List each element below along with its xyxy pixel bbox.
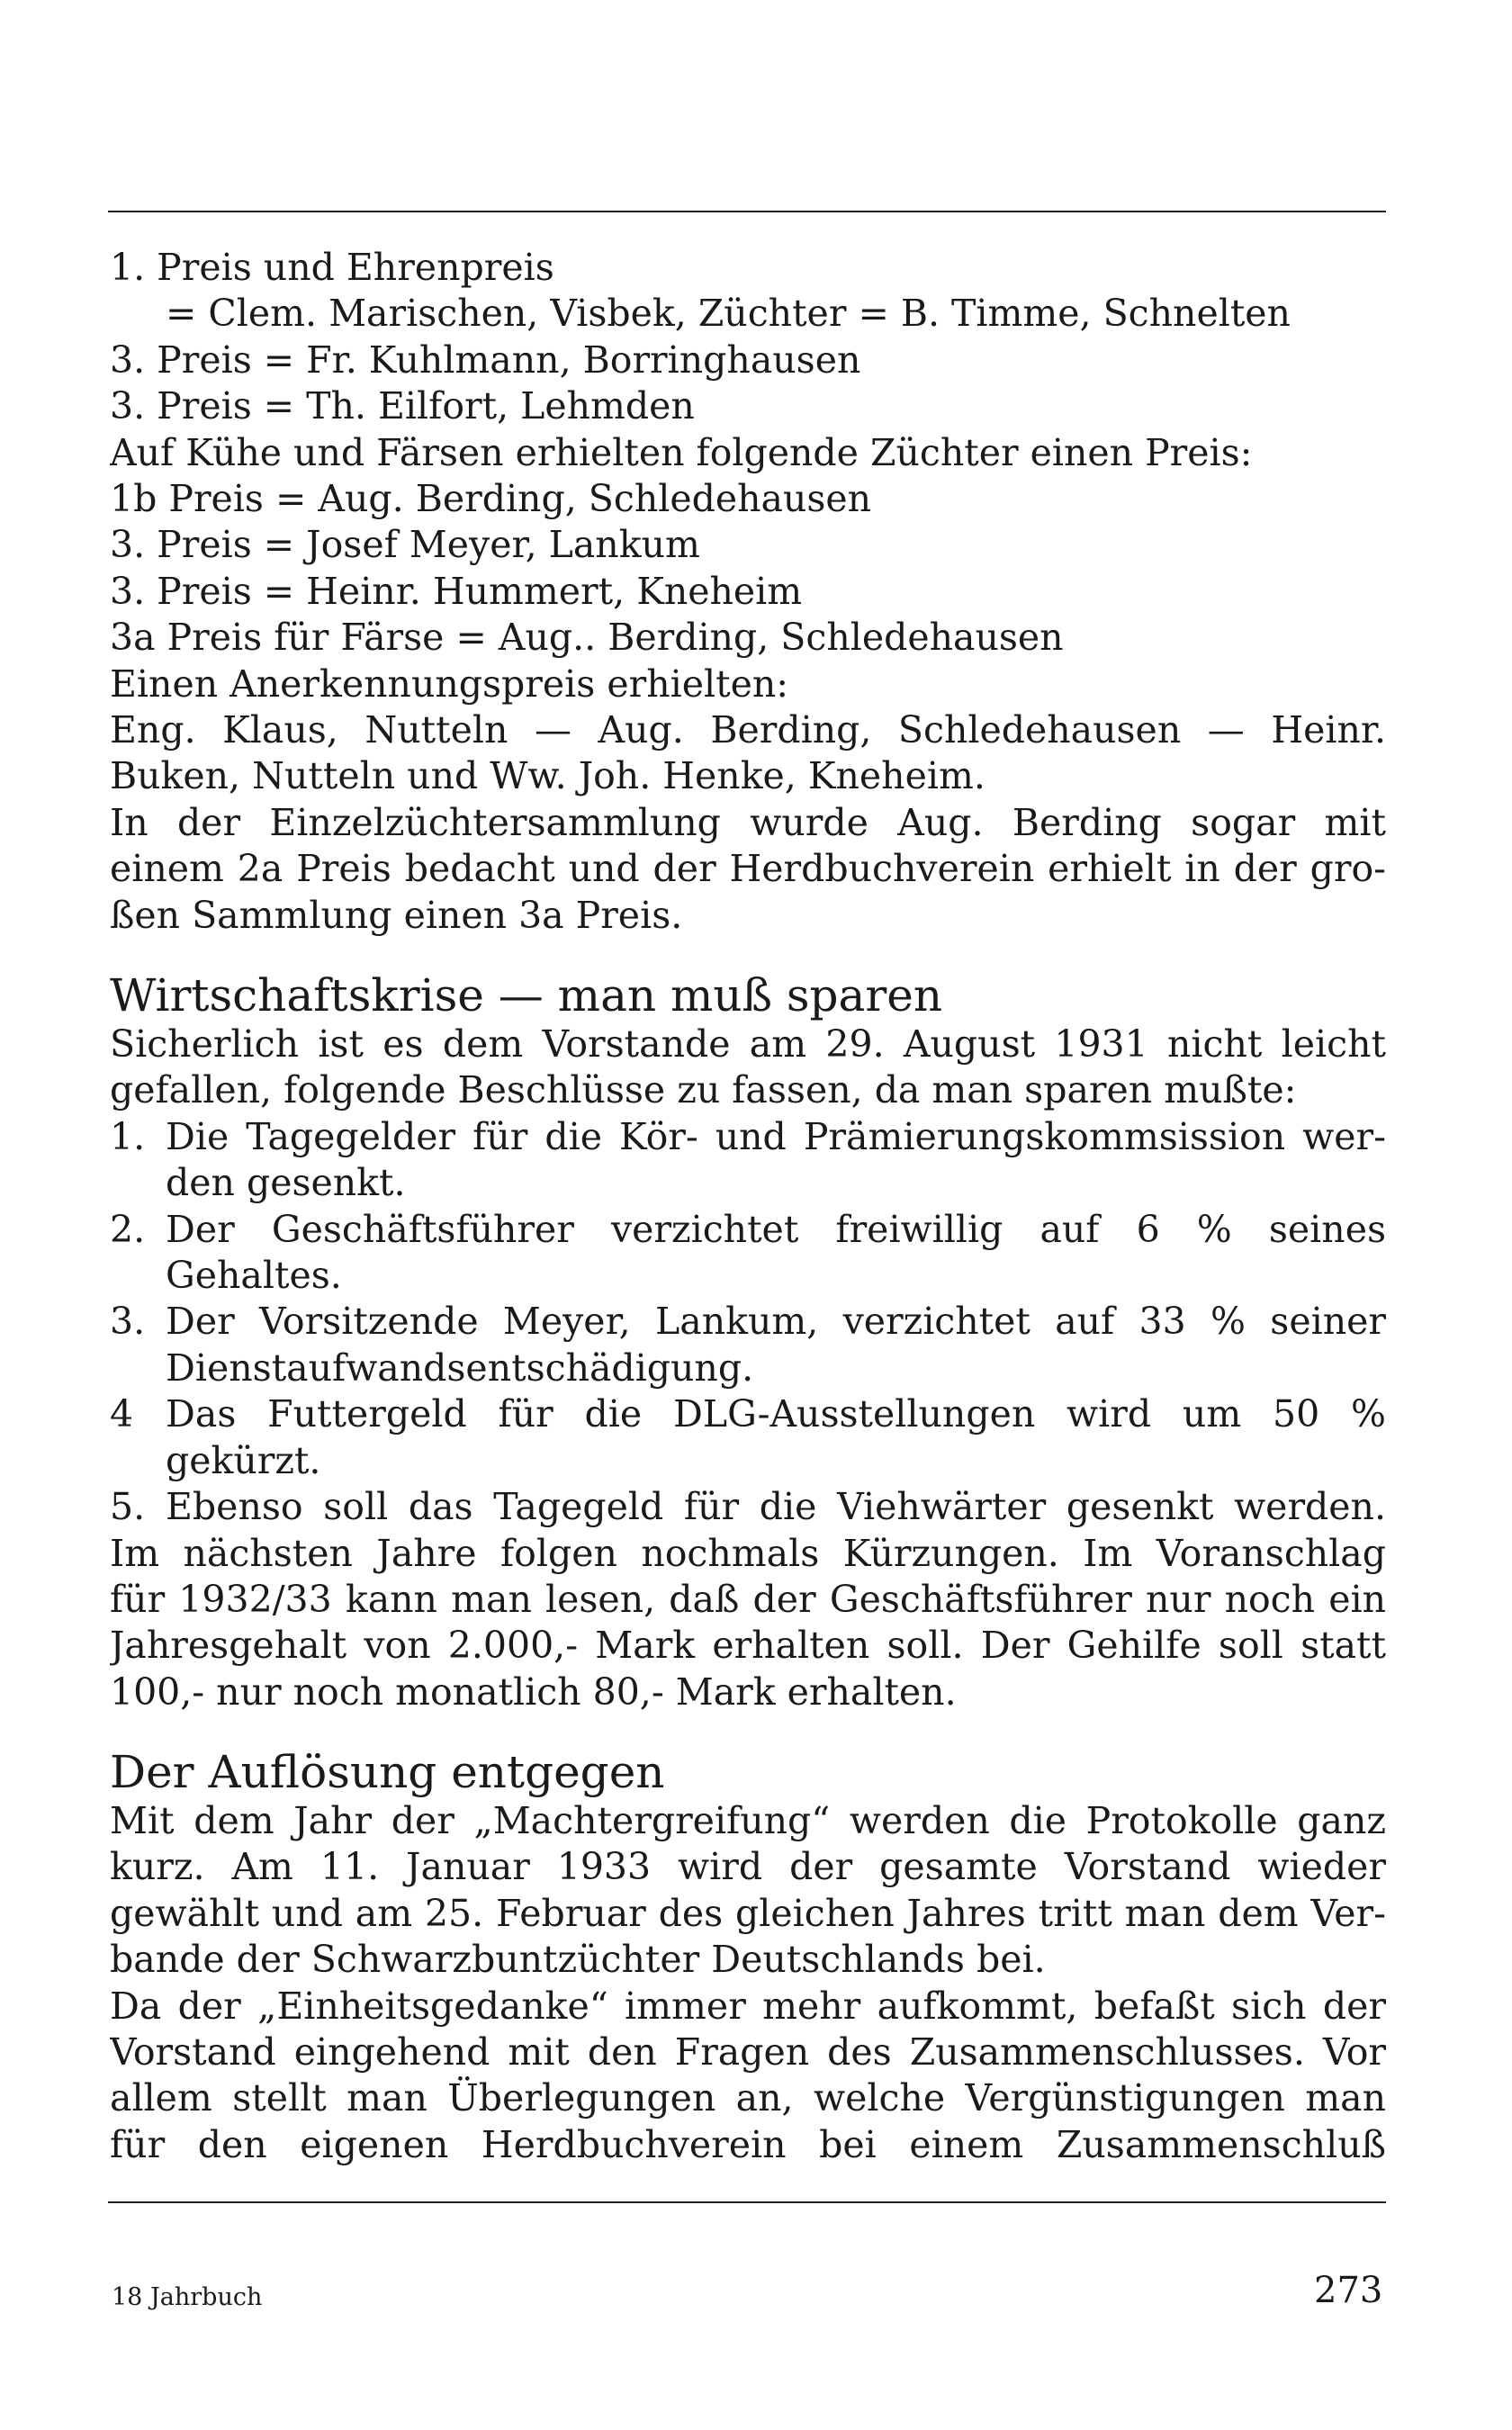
list-item-number: 5. [110,1485,146,1529]
list-item [110,1299,1386,1345]
prize-list [110,245,1386,939]
list-item-continuation: Gehaltes. [166,1254,342,1298]
section-body-wirtschaftskrise [110,1022,1386,1715]
text-line: allem stellt man Überlegungen an, welche Vergünstigungen man [110,2076,1386,2120]
section-body-aufloesung [110,1798,1386,2168]
text-line: Mit dem Jahr der „Machtergreifung“ werden die Protokolle ganz [110,1799,1386,1843]
page-number: 273 [1314,2270,1383,2311]
text-line: 1b Preis = Aug. Berding, Schledehausen [110,477,872,521]
list-item-text: Der Geschäftsführer verzichtet freiwillig auf 6 % seines [166,1207,1386,1251]
text-line: 3. Preis = Josef Meyer, Lankum [110,523,700,567]
footer-signature: 18 Jahrbuch [112,2283,263,2311]
list-item-number: 2. [110,1207,146,1251]
list-item-text: Das Futtergeld für die DLG-Ausstellungen wird um 50 % [166,1392,1386,1436]
text-line: 3. Preis = Fr. Kuhlmann, Borringhausen [110,338,861,382]
list-item-number: 1. [110,1114,146,1158]
text-line: 100,- nur noch monatlich 80,- Mark erhalten. [110,1670,957,1714]
text-line: 3. Preis = Th. Eilfort, Lehmden [110,384,695,428]
text-line: 3a Preis für Färse = Aug.. Berding, Schledehausen [110,616,1064,660]
text-line: für 1932/33 kann man lesen, daß der Geschäftsführer nur noch ein [110,1577,1386,1621]
list-item [110,1114,1386,1160]
text-line: gewählt und am 25. Februar des gleichen Jahres tritt man dem Ver- [110,1891,1386,1935]
text-line: kurz. Am 11. Januar 1933 wird der gesamte Vorstand wieder [110,1845,1386,1889]
list-item [110,1207,1386,1253]
text-line: Da der „Einheitsgedanke“ immer mehr aufkommt, befaßt sich der [110,1984,1386,2028]
text-line: gefallen, folgende Beschlüsse zu fassen, da man sparen mußte: [110,1068,1297,1112]
text-column [110,245,1386,2168]
text-line: Jahresgehalt von 2.000,- Mark erhalten soll. Der Gehilfe soll statt [110,1624,1386,1668]
section-heading-wirtschaftskrise: Wirtschaftskrise — man muß sparen [110,969,943,1022]
section-heading-aufloesung: Der Auflösung entgegen [110,1746,665,1799]
text-line: Sicherlich ist es dem Vorstande am 29. August 1931 nicht leicht [110,1022,1386,1066]
text-line: einem 2a Preis bedacht und der Herdbuchverein erhielt in der gro- [110,847,1386,891]
list-item [110,1484,1386,1530]
text-line: Einen Anerkennungspreis erhielten: [110,662,789,706]
text-line: für den eigenen Herdbuchverein bei einem Zusammenschluß [110,2122,1386,2166]
list-item-text: Die Tagegelder für die Kör- und Prämierungskommsission wer- [166,1114,1386,1158]
text-line: In der Einzelzüchtersammlung wurde Aug. Berding sogar mit [110,800,1386,844]
text-line: Auf Kühe und Färsen erhielten folgende Züchter einen Preis: [110,430,1253,474]
text-line: Eng. Klaus, Nutteln — Aug. Berding, Schledehausen — Heinr. [110,708,1386,752]
list-item-text: Ebenso soll das Tagegeld für die Viehwärter gesenkt werden. [166,1485,1386,1529]
text-line: 3. Preis = Heinr. Hummert, Kneheim [110,569,803,613]
top-rule [108,211,1386,212]
text-line: Buken, Nutteln und Ww. Joh. Henke, Kneheim. [110,754,986,798]
text-line: bande der Schwarzbuntzüchter Deutschlands bei. [110,1938,1046,1982]
text-line: 1. Preis und Ehrenpreis [110,246,554,289]
bottom-rule [108,2201,1386,2203]
list-item [110,1391,1386,1437]
text-line: ßen Sammlung einen 3a Preis. [110,893,683,937]
list-item-continuation: gekürzt. [166,1438,321,1482]
text-line: = Clem. Marischen, Visbek, Züchter = B. Timme, Schnelten [166,292,1291,336]
list-item-text: Der Vorsitzende Meyer, Lankum, verzichtet auf 33 % seiner [166,1300,1386,1344]
text-line: Vorstand eingehend mit den Fragen des Zusammenschlusses. Vor [110,2030,1386,2074]
list-item-continuation: den gesenkt. [166,1161,406,1205]
list-item-number: 4 [110,1392,134,1436]
list-item-number: 3. [110,1300,146,1344]
text-line: Im nächsten Jahre folgen nochmals Kürzungen. Im Voranschlag [110,1531,1386,1575]
list-item-continuation: Dienstaufwandsentschädigung. [166,1346,754,1390]
